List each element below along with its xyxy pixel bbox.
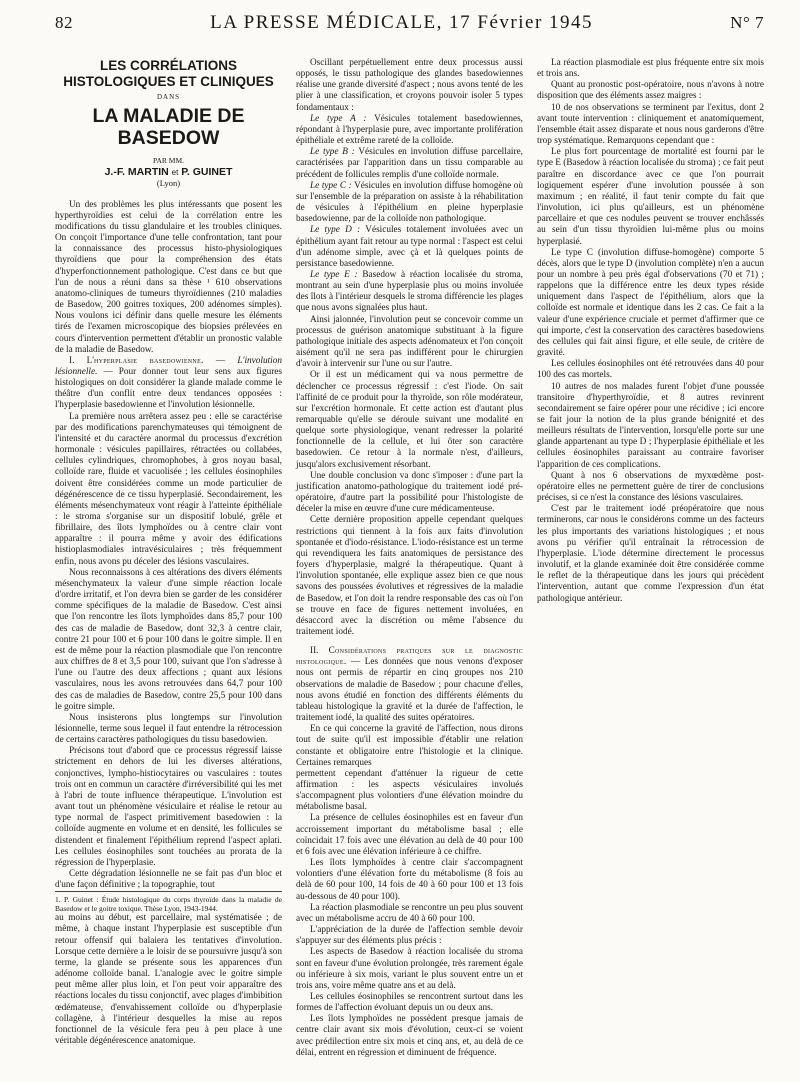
title-line-2: HISTOLOGIQUES ET CLINIQUES	[63, 74, 274, 89]
article-header	[55, 58, 282, 190]
type-label: Le type C :	[310, 180, 352, 191]
author-2: P. GUINET	[181, 166, 233, 179]
paragraph: Un des problèmes les plus intéressants que posent les hyperthyroïdies est celui de la corrélation entre les modifications du tissu glandulaire et les troubles cliniques. On conçoit l'importance d'une telle confrontation, tant pour la connaissance des processus histo-physiologiques thyroïdiens que pour la compréhension des états d'hyperfonctionnement pathologique. C'est dans ce but que l'un de nous a réuni dans sa thèse ¹ 610 observations anatomo-cliniques de tumeurs thyroïdiennes (210 maladies de Basedow, 200 goitres toxiques, 200 adénomes simples). Nous voulons ici définir dans quelle mesure les éléments tirés de l'examen microscopique des biopsies prélevées en cours d'intervention permettent d'établir un pronostic valable de la maladie de Basedow.	[55, 199, 282, 355]
footnote: 1. P. Guinet : Étude histologique du corps thyroïde dans la maladie de Basedow et le goitre toxique. Thèse Lyon, 1943-1944.	[55, 891, 282, 913]
paragraph: L'appréciation de la durée de l'affection semble devoir s'appuyer sur des éléments plus précis :	[296, 925, 523, 947]
type-a-item	[296, 114, 523, 147]
authors	[55, 167, 282, 178]
section-spacer	[296, 638, 523, 646]
type-b-item	[296, 147, 523, 180]
paragraph: Les cellules éosinophiles ont été retrouvées dans 40 pour 100 des cas mortels.	[537, 359, 764, 381]
issue-number: N° 7	[730, 13, 764, 32]
paragraph: Oscillant perpétuellement entre deux processus aussi opposés, le tissu pathologique des glandes basedowiennes réalise une grande diversité d'aspect ; nous avons tenté de les plier à une classification, et croyons pouvoir isoler 5 types fondamentaux :	[296, 58, 523, 113]
paragraph: Les îlots lymphoïdes ne possèdent presque jamais de centre clair avant six mois d'évolution, ceux-ci se voient avec prédilection entre six mois et cinq ans, et, au delà de ce délai, entrent en régression et diminuent de fréquence.	[296, 1014, 523, 1058]
type-label: Le type A :	[310, 113, 367, 124]
paragraph: Nous reconnaissons à ces altérations des divers éléments mésenchymateux la valeur d'une simple réaction locale d'ordre irritatif, et l'on devra bien se garder de les considérer comme spécifiques de la maladie de Basedow. C'est ainsi que l'on rencontre les îlots lymphoïdes dans 85,7 pour 100 des cas de maladie de Basedow, dont 32,3 à centre clair, contre 21 pour 100 et 6 pour 100 dans le goitre simple. Il en est de même pour la réaction plasmodiale que l'on rencontre aux chiffres de 8 et 3,5 pour 100, suivant que l'on s'adresse à l'une ou l'autre des deux affections ; quant aux lésions vasculaires, nous les avons retrouvées dans 64,7 pour 100 des cas de maladies de Basedow, contre 25,5 pour 100 dans le goitre simple.	[55, 567, 282, 712]
paragraph: Ainsi jalonnée, l'involution peut se concevoir comme un processus de guérison anatomique substituant à la figure pathologique initiale des aspects adénomateux et l'on conçoit aisément qu'il ne sera pas indifférent pour le chirurgien d'avoir à intervenir sur l'une ou sur l'autre.	[296, 314, 523, 370]
page-number: 82	[55, 13, 73, 32]
paragraph: 10 de nos observations se terminent par l'exitus, dont 2 avant toute intervention : cliniquement et anatomiquement, l'ensemble était assez disparate et nous nous garderons d'être trop systématique. Remarquons cependant que :	[537, 102, 764, 147]
paragraph: La première nous arrêtera assez peu : elle se caractérise par des modifications parenchymateuses qui témoignent de l'intensité et du caractère anormal du processus d'excrétion hormonale : vésicules papillaires, rétractées ou collabées, cellules cylindriques, chromophobes, à gros noyau basal, colloïde rare, fluide et vacuolisée ; les cellules éosinophiles doivent être considérées comme un mode particulier de dégénérescence de ce tissu hyperplasié. Secondairement, les éléments mésenchymateux vont réagir à l'atteinte épithéliale : le stroma s'organise sur un dispositif lobulé, grêle et fibrillaire, des îlots lymphoïdes ou à centre clair vont apparaître : il pourra même y avoir des édifications histioplasmodiales intravésiculaires ; très fréquemment enfin, nous avons pu déceler des lésions vasculaires.	[55, 411, 282, 567]
paragraph: Une double conclusion va donc s'imposer : d'une part la justification anatomo-pathologique du traitement iodé pré-opératoire, d'autre part la possibilité pour l'histologiste de déceler la mise en œuvre d'une cure médicamenteuse.	[296, 470, 523, 515]
type-text: Vésicules totalement basedowiennes, répondant à l'hyperplasie pure, avec importante prolifération épithéliale et extrême rareté de la colloïde.	[296, 113, 523, 147]
type-c-item	[296, 181, 523, 226]
title-dans: DANS	[156, 93, 181, 101]
section-number: I. L'	[69, 355, 94, 366]
type-text: Vésicules totalement involuées avec un épithélium ayant fait retour au type normal : l'aspect est celui d'un adénome simple, avec çà et là quelques points de persistance basedowienne.	[296, 225, 523, 269]
par-label: PAR MM.	[153, 156, 184, 166]
type-e-item	[296, 270, 523, 315]
paragraph: Précisons tout d'abord que ce processus régressif laisse strictement en dehors de lui les diverses altérations, conjonctives, lympho-histiocytaires ou vasculaires : toutes trois ont en commun un caractère d'irréversibilité qui les met à l'abri de toute influence thérapeutique. L'involution est avant tout un phénomène vésiculaire et réalise le retour au type normal de l'aspect primitivement basedowien : la colloïde augmente en volume et en densité, les follicules se distendent et finalement l'épithélium reprend l'aspect aplati. Les cellules éosinophiles sont touchées au prorata de la régression de l'hyperplasie.	[55, 746, 282, 868]
paragraph: Le plus fort pourcentage de mortalité est fourni par le type E (Basedow à réaction localisée du stroma) ; ce fait peut paraître en discordance avec ce que l'on pourrait logiquement espérer d'une involution poussée à son maximum ; en réalité, il faut tenir compte du fait que l'involution, ici plus qu'ailleurs, est un phénomène parcellaire et que ces nodules peuvent se trouver enchâssés au sein d'un tissu thyroïdien lui-même plus ou moins hyperplasié.	[537, 147, 764, 247]
section-heading-1: I. L'hyperplasie basedowienne. — L'involution lésionnelle. — Pour donner tout leur sens aux figures histologiques on doit considérer la glande malade comme le théâtre d'un conflit entre deux tendances opposées : l'hyperplasie basedowienne et l'involution lésionnelle.	[55, 355, 283, 411]
paragraph: Cette dernière proposition appelle cependant quelques restrictions qui tiennent à la fois aux faits d'involution spontanée et d'iodo-résistance. L'iodo-résistance est un terme qui revendiquera les faits anatomiques de persistance des foyers d'hyperplasie, malgré la thérapeutique. Quant à l'involution spontanée, elle explique assez bien ce que nous savons des poussées évolutives et régressives de la maladie de Basedow, et l'on doit la rendre responsable des cas où l'on se trouve en face de figures nettement involuées, en désaccord avec la discrétion ou même l'absence du traitement iodé.	[296, 515, 523, 637]
type-text: Basedow à réaction localisée du stroma, montrant au sein d'une hyperplasie plus ou moins involuée des îlots à l'intérieur desquels le stroma différencie les plages que nous avons signalées plus haut.	[296, 269, 523, 314]
paragraph: Cette dégradation lésionnelle ne se fait pas d'un bloc et d'une façon définitive ; la topographie, tout	[55, 869, 282, 891]
paragraph: au moins au début, est parcellaire, mal systématisée ; de même, à chaque instant l'hyperplasie est susceptible d'un retour offensif qui balaiera les tentatives d'involution. Lorsque cette dernière a le loisir de se poursuivre jusqu'à son terme, la glande se présente sous les apparences d'un adénome colloïde banal. L'analogie avec le goitre simple peut même aller plus loin, et l'on peut voir apparaître des réactions locales du tissu conjonctif, avec plages d'imbibition œdémateuse, d'envahissement colloïde ou d'hyperplasie collagène, à l'intérieur desquelles la mise au repos fonctionnel de la vésicule fera peu à peu place à une véritable dégénérescence anatomique.	[55, 913, 282, 1047]
paragraph: Quant à nos 6 observations de myxœdème post-opératoire elles ne permettent guère de tirer de conclusions précises, si ce n'est la constance des lésions vasculaires.	[537, 470, 764, 504]
author-conjunction: et	[171, 168, 179, 178]
article-body	[55, 58, 764, 1066]
section-subtitle: L'involution lésionnelle.	[55, 355, 282, 377]
paragraph: La réaction plasmodiale se rencontre un peu plus souvent avec un métabolisme accru de 40 à 60 pour 100.	[296, 902, 523, 924]
type-d-item	[296, 225, 523, 270]
paragraph: Quant au pronostic post-opératoire, nous n'avons à notre disposition que des éléments assez maigres :	[537, 80, 764, 102]
author-1: J.-F. MARTIN	[104, 166, 169, 179]
running-head	[55, 12, 764, 38]
section-title: Considérations pratiques sur le diagnostic histologique.	[296, 646, 524, 668]
title-line-1: LES CORRÉLATIONS	[99, 58, 237, 73]
paragraph: La réaction plasmodiale est plus fréquente entre six mois et trois ans.	[537, 58, 764, 80]
paragraph-text: — Pour donner tout leur sens aux figures histologiques on doit considérer la glande malade comme le théâtre d'un conflit entre deux tendances opposées : l'hyperplasie basedowienne et l'involution lésionnelle.	[55, 366, 283, 411]
type-text: Vésicules en involution diffuse homogène où sur l'ensemble de la préparation on assiste à la réhabilitation de vésicules à l'épithélium en pleine hyperplasie basedowienne, par de la colloïde non pathologique.	[296, 180, 523, 225]
paragraph: Les cellules éosinophiles se rencontrent surtout dans les formes de l'affection évoluant depuis un ou deux ans.	[296, 991, 523, 1014]
paragraph-text: — Les données que nous venons d'exposer nous ont permis de répartir en cinq groupes nos 210 observations de maladie de Basedow ; pour chacune d'elles, nous avons étudié en fonction des différents éléments du tableau histologique la gravité et la durée de l'affection, le traitement iodé, la qualité des suites opératoires.	[296, 657, 524, 724]
title-main: LA MALADIE DE BASEDOW	[92, 105, 245, 150]
type-label: Le type D :	[310, 225, 361, 236]
paragraph: Or il est un médicament qui va nous permettre de déclencher ce processus régressif : c'est l'iode. On sait l'affinité de ce produit pour la thyroïde, son rôle modérateur, sur l'excrétion hormonale. Et cette action est d'autant plus remarquable qu'elle se déroule suivant une modalité en quelque sorte physiologique, venant redresser la polarité fonctionnelle de la cellule, et lui ôter son caractère basedowien. Ce retour à la normale n'est, d'ailleurs, jusqu'alors exclusivement résorbant.	[296, 370, 523, 470]
paragraph: 10 autres de nos malades furent l'objet d'une poussée transitoire d'hyperthyroïdie, et 8 autres revinrent secondairement se faire opérer pour une récidive ; ici encore se fait jour la notion de la plus grande bénignité et des meilleurs résultats de l'intervention, lorsqu'elle porte sur une glande appartenant au type D ; l'hyperplasie épithéliale et les cellules éosinophiles paraissant au contraire favoriser l'apparition de ces complications.	[537, 381, 764, 470]
section-title: hyperplasie basedowienne.	[93, 355, 204, 366]
section-number: II.	[310, 646, 319, 657]
paragraph: La présence de cellules éosinophiles est en faveur d'un accroissement important du métabolisme basal ; elle coïncidait 17 fois avec une élévation au delà de 40 pour 100 et 6 fois avec une élévation inférieure à ce chiffre.	[296, 813, 523, 857]
paragraph: En ce qui concerne la gravité de l'affection, nous dirons tout de suite qu'il est impossible d'établir une relation constante et obligatoire entre l'histologie et la clinique. Certaines remarques	[296, 724, 523, 768]
paragraph: permettent cependant d'atténuer la rigueur de cette affirmation : les aspects vésiculaires involués s'accompagnent plus volontiers d'une élévation moindre du métabolisme basal.	[296, 768, 523, 813]
type-label: Le type B :	[310, 147, 355, 158]
type-label: Le type E :	[310, 269, 358, 280]
type-text: Vésicules en involution diffuse parcellaire, caractérisées par l'apparition dans un tissu comparable au précédent de follicules remplis d'une colloïde normale.	[296, 147, 523, 180]
paragraph: Les îlots lymphoïdes à centre clair s'accompagnent volontiers d'une élévation forte du métabolisme (8 fois au delà de 60 pour 100, 14 fois de 40 à 60 pour 100 et 13 fois au-dessous de 40 pour 100).	[296, 858, 523, 902]
author-city: (Lyon)	[156, 178, 181, 189]
paragraph: Le type C (involution diffuse-homogène) comporte 5 décès, alors que le type D (involution complète) n'en a aucun pour un nombre à peu près égal d'observations (70 et 71) ; rappelons que la différence entre les deux types réside uniquement dans l'aspect de l'épithélium, alors que la colloïde est normale et identique dans les 2 cas. Ce fait a la valeur d'une expérience cruciale et permet d'affirmer que ce qui importe, c'est la conservation des caractères basedowiens des cellules qui fait ainsi figure, et elle seule, de critère de gravité.	[537, 247, 764, 359]
paragraph: Les aspects de Basedow à réaction localisée du stroma sont en faveur d'une évolution prolongée, très rarement égale ou inférieure à six mois, variant le plus souvent entre un et trois ans, voire même quatre ans et au delà.	[296, 947, 523, 991]
paragraph: Nous insisterons plus longtemps sur l'involution lésionnelle, terme sous lequel il faut entendre la rétrocession de certains caractères pathologiques du tissu basedowien.	[55, 712, 282, 746]
section-heading-2	[296, 646, 523, 724]
journal-title: LA PRESSE MÉDICALE, 17 Février 1945	[210, 12, 594, 33]
paragraph: C'est par le traitement iodé préopératoire que nous terminerons, car nous le considérons comme un des facteurs les plus importants des variations histologiques ; et nous avons pu vérifier qu'il entraînait la rétrocession de l'hyperplasie. L'iode détermine directement le processus involutif, et la glande examinée doit être considérée comme le reflet de la thérapeutique dans les jours qui précèdent l'intervention, autant que comme l'expression d'un état pathologique antérieur.	[537, 504, 764, 604]
